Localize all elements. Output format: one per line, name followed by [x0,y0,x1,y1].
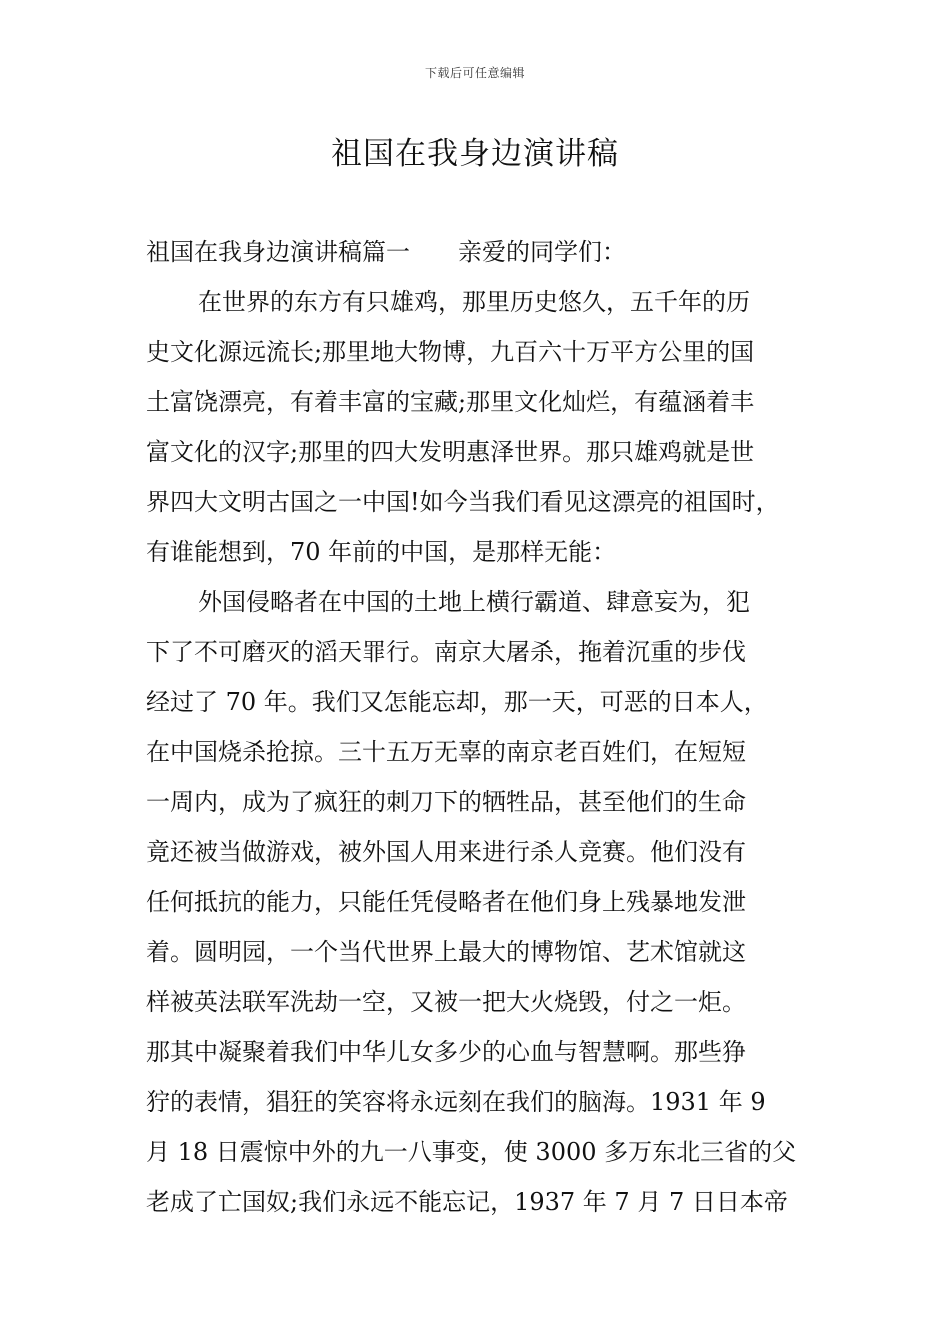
text-line: 那其中凝聚着我们中华儿女多少的心血与智慧啊。那些狰 [146,1038,746,1066]
text-line: 月 18 日震惊中外的九一八事变，使 3000 多万东北三省的父 [146,1138,797,1166]
text-line: 着。圆明园，一个当代世界上最大的博物馆、艺术馆就这 [146,938,746,966]
text-line: 外国侵略者在中国的土地上横行霸道、肆意妄为，犯 [198,588,750,616]
section-heading-line [146,227,822,277]
document-body [146,227,822,1227]
text-line: 下了不可磨灭的滔天罪行。南京大屠杀，拖着沉重的步伐 [146,638,746,666]
document-title: 祖国在我身边演讲稿 [331,136,619,172]
text-line: 界四大文明古国之一中国!如今当我们看见这漂亮的祖国时， [146,488,780,516]
text-line: 老成了亡国奴;我们永远不能忘记，1937 年 7 月 7 日日本帝 [146,1188,788,1216]
header-note: 下载后可任意编辑 [424,66,525,80]
text-line: 在世界的东方有只雄鸡，那里历史悠久，五千年的历 [198,288,750,316]
text-line: 土富饶漂亮，有着丰富的宝藏;那里文化灿烂，有蕴涵着丰 [146,388,755,416]
greeting: 亲爱的同学们： [458,238,626,266]
section-heading: 祖国在我身边演讲稿篇一 [146,238,410,266]
text-line: 史文化源远流长;那里地大物博，九百六十万平方公里的国 [146,338,755,366]
text-line: 经过了 70 年。我们又怎能忘却，那一天，可恶的日本人， [146,688,768,716]
text-line: 富文化的汉字;那里的四大发明惠泽世界。那只雄鸡就是世 [146,438,755,466]
text-line: 有谁能想到，70 年前的中国，是那样无能： [146,538,617,566]
text-line: 一周内，成为了疯狂的刺刀下的牺牲品，甚至他们的生命 [146,788,746,816]
text-line: 任何抵抗的能力，只能任凭侵略者在他们身上残暴地发泄 [146,888,746,916]
text-line: 竟还被当做游戏，被外国人用来进行杀人竞赛。他们没有 [146,838,746,866]
text-line: 狞的表情，猖狂的笑容将永远刻在我们的脑海。1931 年 9 [146,1088,766,1116]
text-line: 在中国烧杀抢掠。三十五万无辜的南京老百姓们，在短短 [146,738,746,766]
text-line: 样被英法联军洗劫一空，又被一把大火烧毁，付之一炬。 [146,988,746,1016]
